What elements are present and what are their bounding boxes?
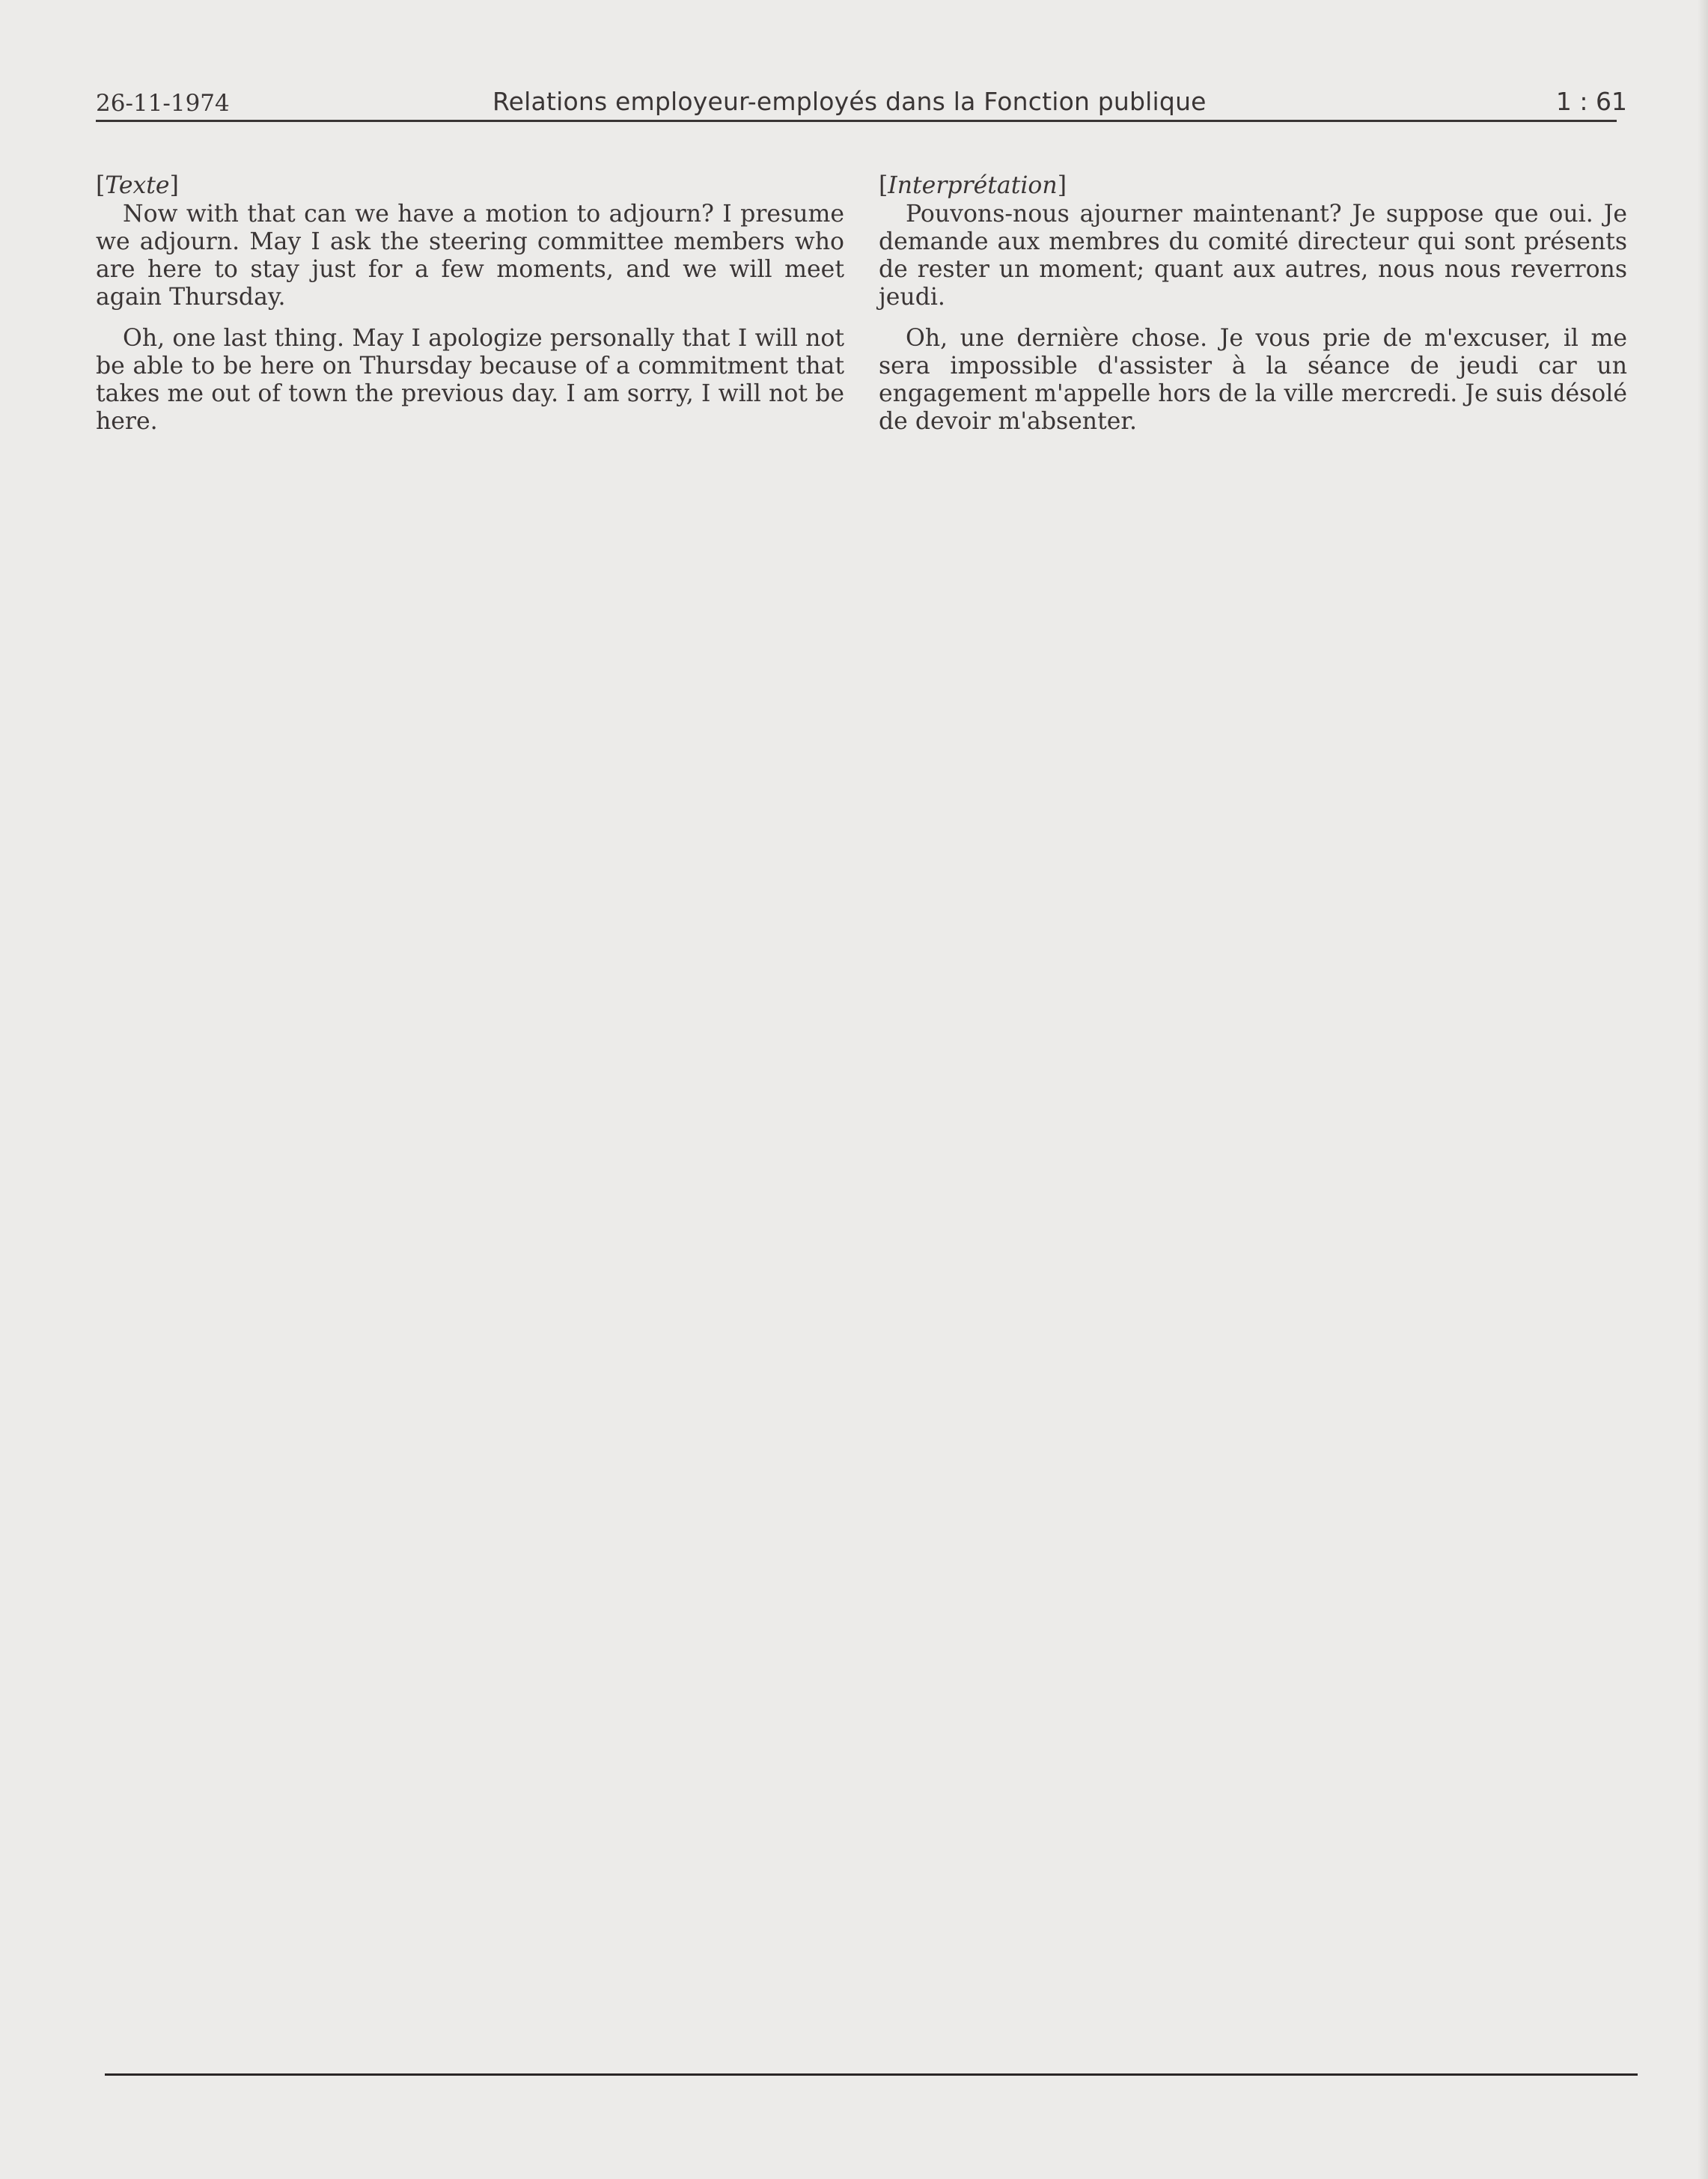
french-column bbox=[879, 172, 1627, 449]
section-label-word: Texte bbox=[105, 172, 170, 199]
paragraph: Oh, one last thing. May I apologize personally that I will not be able to be here on Thursday because of a commitment that takes me out of town the previous day. I am sorry, I will not be here. bbox=[96, 325, 844, 435]
paragraph: Pouvons-nous ajourner maintenant? Je suppose que oui. Je demande aux membres du comité directeur qui sont présents de rester un moment; quant aux autres, nous nous reverrons jeudi. bbox=[879, 201, 1627, 311]
english-column bbox=[96, 172, 844, 449]
section-label-interpretation: [Interprétation] bbox=[879, 172, 1067, 199]
footer-rule bbox=[105, 2073, 1638, 2076]
paragraph: Oh, une dernière chose. Je vous prie de m'excuser, il me sera impossible d'assister à la séance de jeudi car un engagement m'appelle hors de la ville mercredi. Je suis désolé de devoir m'absenter. bbox=[879, 325, 1627, 435]
page-edge-shadow bbox=[1698, 0, 1708, 2179]
header-rule bbox=[96, 120, 1617, 122]
header-title: Relations employeur-employés dans la Fonction publique bbox=[492, 87, 1207, 116]
running-header bbox=[96, 84, 1627, 123]
section-label-word: Interprétation bbox=[888, 172, 1058, 199]
paragraph: Now with that can we have a motion to adjourn? I presume we adjourn. May I ask the steering committee members who are here to stay just for a few moments, and we will meet again Thursday. bbox=[96, 201, 844, 311]
header-page-number: 1 : 61 bbox=[1555, 87, 1627, 116]
section-label-text: [Texte] bbox=[96, 172, 179, 199]
header-date: 26-11-1974 bbox=[96, 90, 230, 117]
